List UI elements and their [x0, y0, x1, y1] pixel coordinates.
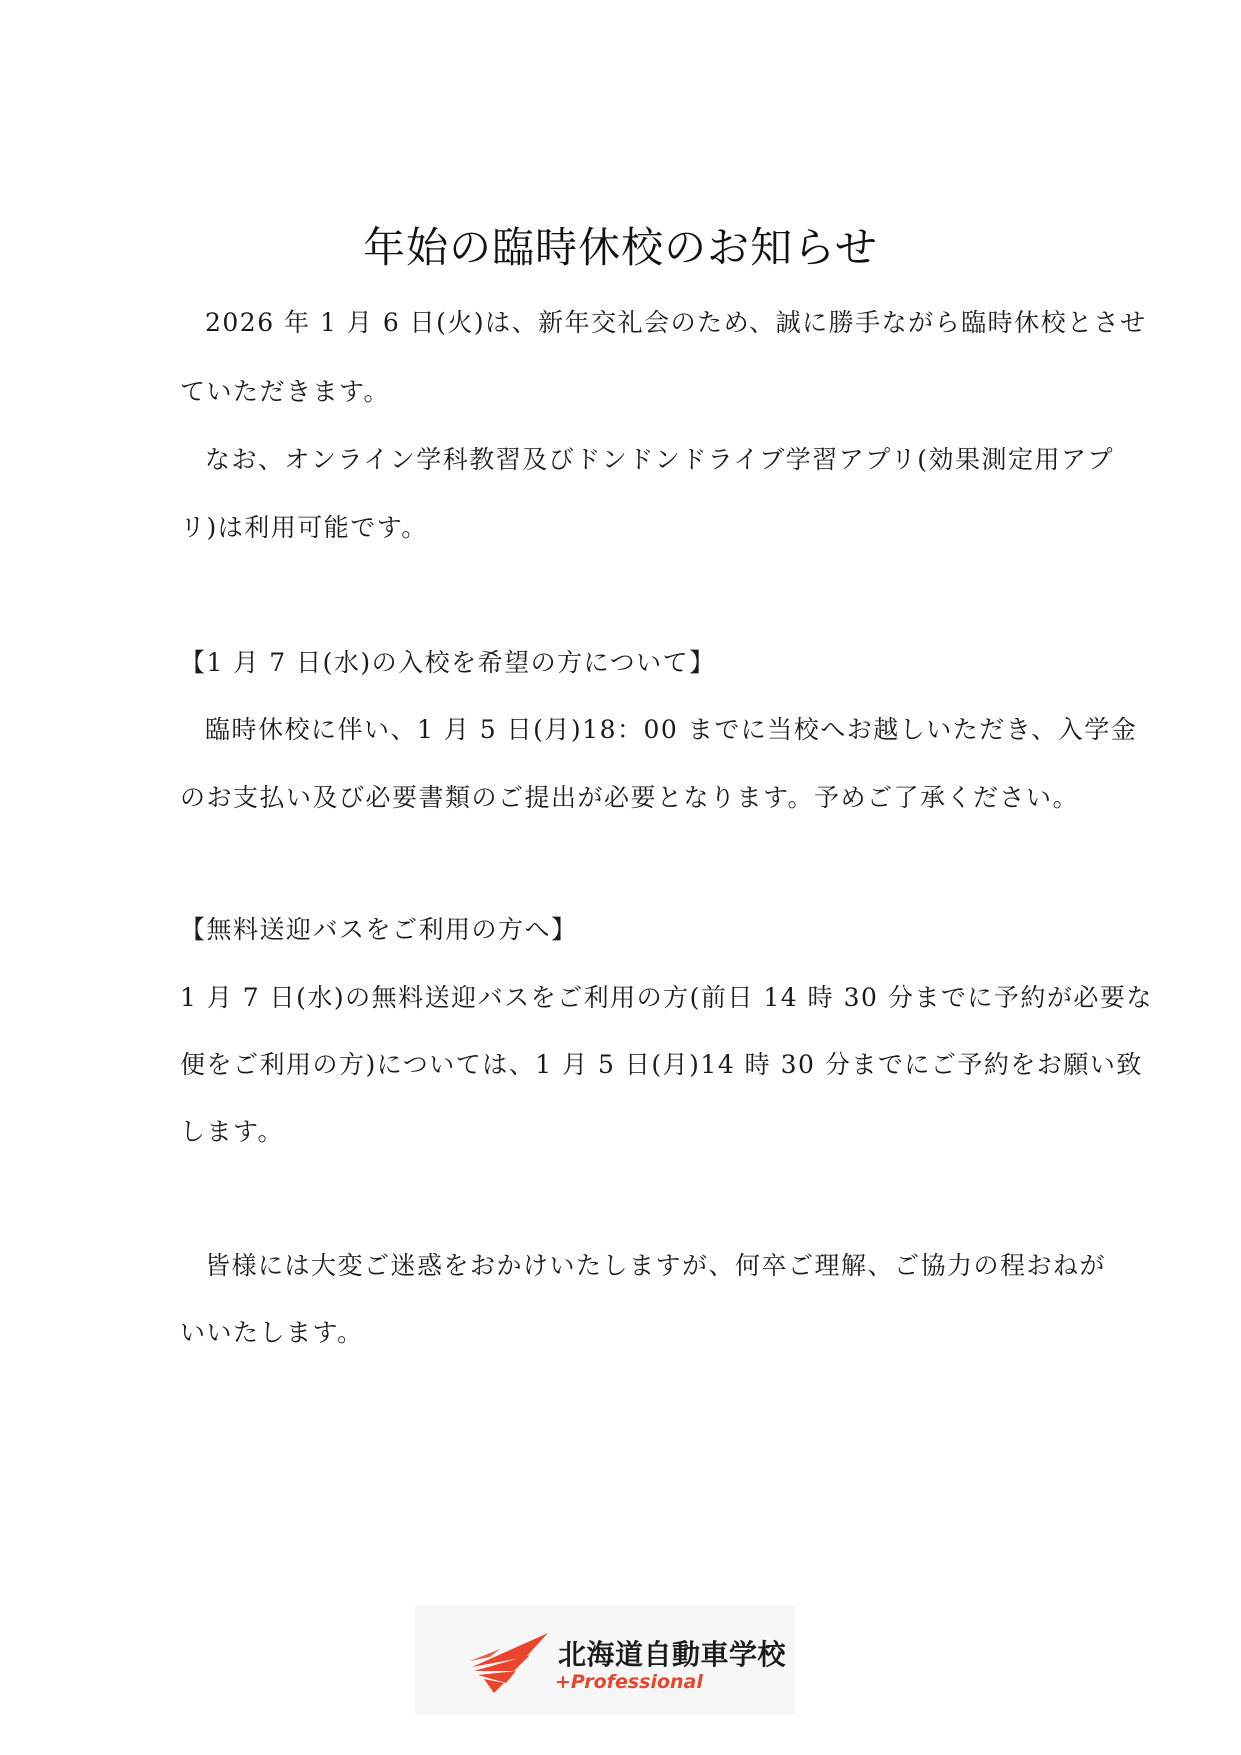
school-logo-name: 北海道自動車学校: [558, 1638, 787, 1671]
paragraph-2-line-1: なお、オンライン学科教習及びドンドンドライブ学習アプリ(効果測定用アプ: [205, 445, 1115, 474]
section-1-line-1: 臨時休校に伴い、1 月 5 日(月)18：00 までに当校へお越しいただき、入学金: [205, 715, 1138, 744]
paragraph-2-line-2: リ)は利用可能です。: [180, 513, 428, 542]
paragraph-1-line-2: ていただきます。: [180, 377, 391, 406]
document-title: 年始の臨時休校のお知らせ: [363, 223, 878, 272]
section-1-heading: 【1 月 7 日(水)の入校を希望の方について】: [180, 648, 716, 677]
section-2-heading: 【無料送迎バスをご利用の方へ】: [180, 915, 578, 944]
closing-line-2: いいたします。: [180, 1318, 364, 1347]
paragraph-1-line-1: 2026 年 1 月 6 日(火)は、新年交礼会のため、誠に勝手ながら臨時休校とさせ: [205, 308, 1147, 337]
section-2-line-1: 1 月 7 日(水)の無料送迎バスをご利用の方(前日 14 時 30 分までに予約が必要な: [180, 983, 1153, 1012]
closing-line-1: 皆様には大変ご迷惑をおかけいたしますが、何卒ご理解、ご協力の程おねが: [205, 1251, 1107, 1280]
section-2-line-2: 便をご利用の方)については、1 月 5 日(月)14 時 30 分までにご予約をお願い致: [180, 1050, 1143, 1079]
school-logo-tagline: +Professional: [555, 1671, 703, 1693]
section-1-line-2: のお支払い及び必要書類のご提出が必要となります。予めご了承ください。: [180, 783, 1080, 812]
school-logo: [415, 1605, 795, 1715]
section-2-line-3: します。: [180, 1117, 285, 1146]
wing-logo-icon: [470, 1627, 550, 1697]
